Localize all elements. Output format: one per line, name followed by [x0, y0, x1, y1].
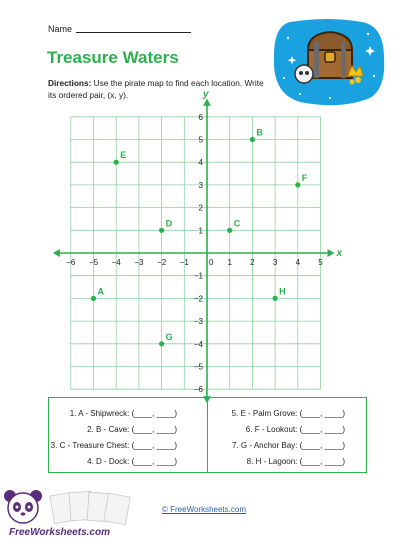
data-point — [114, 160, 119, 165]
copyright-link[interactable]: © FreeWorksheets.com — [162, 505, 246, 514]
questions-left-column — [49, 406, 207, 470]
directions-label: Directions: — [48, 78, 92, 88]
point-label: G — [165, 331, 173, 342]
y-tick-label: 5 — [198, 135, 203, 145]
x-tick-label: −3 — [134, 258, 144, 267]
question-item: 5. E - Palm Grove: (____, ____) — [231, 409, 345, 418]
point-label: D — [165, 218, 173, 229]
data-point — [227, 228, 232, 233]
directions-text: Use the pirate map to find each location. Write its ordered pair, (x, y). — [48, 78, 264, 100]
x-axis-label: x — [336, 248, 343, 259]
x-tick-label: 2 — [250, 258, 255, 267]
question-item: 4. D - Dock: (____, ____) — [87, 457, 177, 466]
worksheet-title: Treasure Waters — [47, 48, 179, 67]
point-label: B — [256, 127, 263, 138]
answer-blank[interactable]: (____, ____) — [299, 457, 345, 466]
x-tick-label: 1 — [227, 258, 232, 267]
treasure-chest-illustration — [270, 16, 388, 108]
data-point — [273, 296, 278, 301]
x-tick-label: −6 — [66, 258, 76, 267]
name-blank[interactable] — [76, 32, 191, 33]
y-tick-label: 6 — [198, 112, 203, 122]
x-axis-arrow-right — [328, 249, 335, 257]
questions-divider — [207, 398, 208, 472]
logo-text: FreeWorksheets.com — [9, 527, 110, 538]
question-item: 8. H - Lagoon: (____, ____) — [246, 457, 345, 466]
point-label: A — [97, 286, 104, 297]
question-item: 2. B - Cave: (____, ____) — [87, 425, 177, 434]
y-tick-label: 3 — [198, 180, 203, 190]
question-item: 1. A - Shipwreck: (____, ____) — [69, 409, 177, 418]
data-point — [250, 137, 255, 142]
y-tick-label: 2 — [198, 203, 203, 213]
x-tick-label: −4 — [111, 258, 121, 267]
answer-blank[interactable]: (____, ____) — [299, 441, 345, 450]
treasure-chest-icon — [270, 16, 388, 108]
y-tick-label: −1 — [193, 271, 203, 281]
x-tick-label: −2 — [157, 258, 167, 267]
freeworksheets-logo — [0, 488, 150, 539]
y-tick-label: −3 — [193, 317, 203, 327]
y-tick-label: −6 — [193, 385, 203, 395]
point-label: C — [233, 218, 241, 229]
answer-blank[interactable]: (____, ____) — [131, 457, 177, 466]
answer-blank[interactable]: (____, ____) — [131, 409, 177, 418]
answer-blank[interactable]: (____, ____) — [299, 425, 345, 434]
x-tick-label: 5 — [318, 258, 323, 267]
question-item: 6. F - Lookout: (____, ____) — [245, 425, 345, 434]
data-point — [91, 296, 96, 301]
y-tick-label: −2 — [193, 294, 203, 304]
x-tick-label: 4 — [295, 258, 301, 267]
y-tick-label: −4 — [193, 339, 203, 349]
directions — [48, 77, 270, 101]
x-tick-label: −1 — [179, 258, 189, 267]
answer-blank[interactable]: (____, ____) — [131, 425, 177, 434]
origin-label: 0 — [209, 258, 214, 267]
questions-right-column — [209, 406, 367, 470]
data-point — [159, 228, 164, 233]
point-label: H — [279, 286, 286, 297]
answer-blank[interactable]: (____, ____) — [299, 409, 345, 418]
point-label: E — [120, 150, 127, 161]
question-item: 3. C - Treasure Chest: (____, ____) — [50, 441, 177, 450]
y-axis-label: y — [203, 88, 209, 100]
x-tick-label: −5 — [88, 258, 99, 267]
name-field — [48, 24, 191, 34]
y-tick-label: 4 — [198, 158, 203, 168]
questions-box — [48, 397, 367, 473]
panda-logo-icon — [0, 488, 150, 539]
answer-blank[interactable]: (____, ____) — [131, 441, 177, 450]
question-item: 7. G - Anchor Bay: (____, ____) — [232, 441, 345, 450]
x-axis-arrow-left — [53, 249, 60, 257]
data-point — [159, 341, 164, 346]
data-point — [295, 182, 300, 187]
x-tick-label: 3 — [272, 258, 278, 267]
y-tick-label: −5 — [193, 362, 203, 372]
name-label: Name — [48, 24, 73, 34]
y-tick-label: 1 — [198, 226, 203, 236]
point-label: F — [301, 172, 308, 183]
